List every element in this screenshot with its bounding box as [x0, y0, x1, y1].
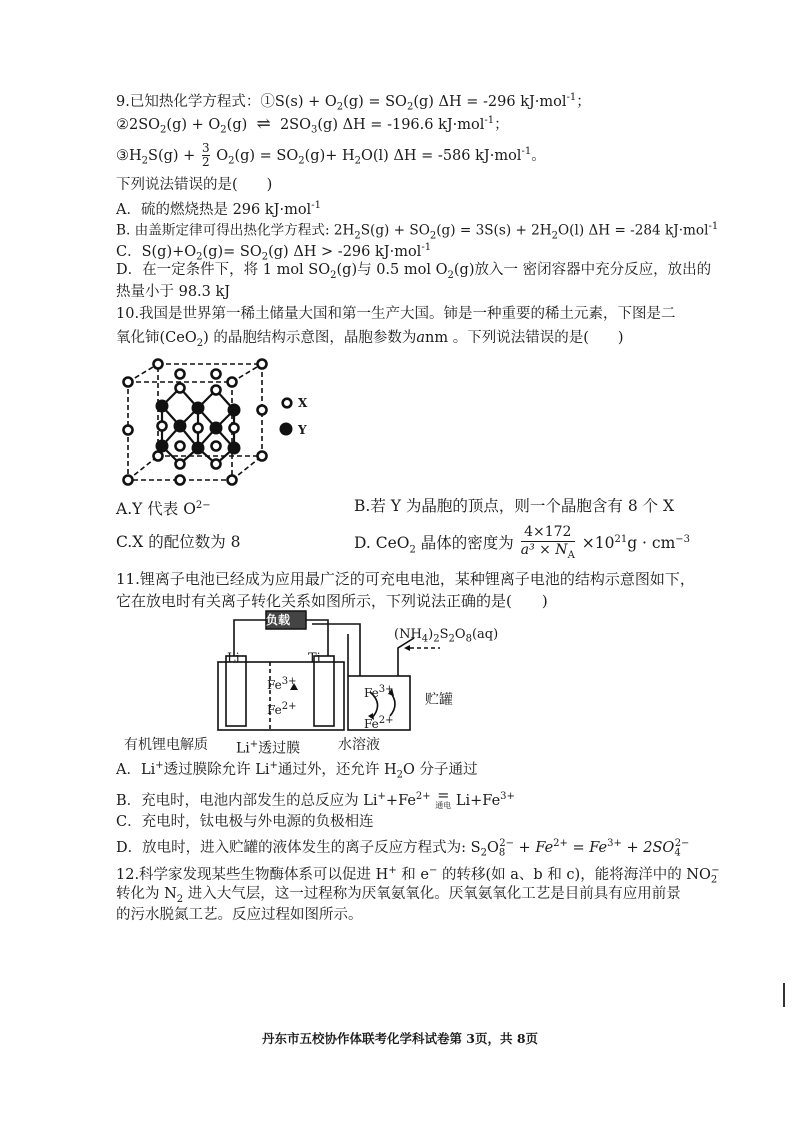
- q9-equation-1: 9.已知热化学方程式：①S(s) + $O_2(g) = SO_2(g) \Delta H = -296$ kJ·mol$^{-1}$；: [116, 92, 591, 113]
- q10-stem-line2: 氧化铈(CeO$_2$) 的晶胞结构示意图，晶胞参数为anm 。下列说法错误的是( ): [116, 330, 624, 349]
- density-fraction: $\frac{4\times 172}{a^3 \times N_A}$: [520, 524, 575, 562]
- fe2-cell-label: $Fe^{2+}$: [267, 701, 297, 717]
- q10-stem-line1: 10.我国是世界第一稀土储量大国和第一生产大国。铈是一种重要的稀土元素，下图是二: [116, 306, 676, 322]
- q12-stem-line3: 的污水脱氮工艺。反应过程如图所示。: [116, 907, 363, 923]
- legend-y-label: Y: [298, 423, 307, 437]
- q10-option-b: B.若 Y 为晶胞的顶点，则一个晶胞含有 8 个 X: [354, 497, 675, 515]
- fe3-tank-label: $Fe^{3+}$: [364, 684, 394, 700]
- q9-option-a: A．硫的燃烧热是 296 kJ·mol$^{-1}$: [116, 200, 321, 218]
- organic-electrolyte-label: 有机锂电解质: [124, 737, 208, 753]
- electrolysis-arrow: = 通电: [435, 787, 452, 810]
- aqueous-solution-label: 水溶液: [338, 737, 380, 753]
- q12-stem-line1: 12.科学家发现某些生物酶体系可以促进 H+ 和 e− 的转移(如 a、b 和 c)，能将海洋中的 $NO_2^-$: [116, 865, 720, 886]
- reagent-label: $(NH_4)_2S_2O_8(aq)$: [394, 627, 499, 645]
- q10-option-c: C.X 的配位数为 8: [116, 533, 241, 551]
- ti-electrode-label: Ti: [308, 651, 321, 666]
- legend-y-icon: [278, 421, 294, 437]
- q11-option-d: D．放电时，进入贮罐的液体发生的离子反应方程式为: $S_2O_8^{2-} + Fe^{2+} = Fe^{3+} + 2SO_4^{2-}$: [116, 838, 690, 859]
- q9-option-b: B. 由盖斯定律可得出热化学方程式: $2H_2S(g) + SO_2(g) = 3S(s) + 2H_2O(l) \Delta H = -284$ kJ·mol$^{-1}$: [116, 221, 719, 242]
- q9-option-c: C．$S(g)+O_2(g)= SO_2(g) \Delta H > -296$ kJ·mol$^{-1}$: [116, 242, 432, 263]
- q11-option-b: B．充电时，电池内部发生的总反应为 $Li^++Fe^{2+}$ = 通电 $Li+Fe^{3+}$: [116, 787, 515, 810]
- q9-stem: 下列说法错误的是( ): [116, 177, 273, 193]
- page-footer: 丹东市五校协作体联考化学科试卷第 3页，共 8页: [261, 1031, 539, 1046]
- legend-x-label: X: [298, 396, 308, 410]
- li-electrode-label: Li: [227, 651, 240, 666]
- fe3-cell-label: $Fe^{3+}$: [267, 676, 297, 692]
- membrane-label: Li+透过膜: [236, 739, 301, 757]
- q11-option-c: C．充电时，钛电极与外电源的负极相连: [116, 814, 374, 830]
- q9-option-d-continued: 热量小于 98.3 kJ: [116, 284, 231, 300]
- scan-edge-mark: [783, 983, 785, 1007]
- q9-equation-3: $③H_2S(g)$ + $\frac{3}{2}$ $O_2(g) = SO_2(g)+ H_2O(l) \Delta H = -586$ kJ·mol$^{-1}$。: [116, 141, 546, 170]
- q10-option-d: D. CeO$_2$ 晶体的密度为 $\frac{4\times 172}{a^3 \times N_A}$ $\times 10^{21}g \cdot cm^{-3}$: [354, 520, 690, 570]
- ceo2-unit-cell-diagram: [122, 358, 272, 488]
- q9-equation-2: $②2SO_2(g) + O_2(g)$ ⇌ $2SO_3(g) \Delta H = -196.6$ kJ·mol$^{-1}$；: [116, 113, 509, 136]
- tank-label: 贮罐: [425, 692, 453, 708]
- load-label: 负载: [266, 613, 291, 627]
- q11-stem-line1: 11.锂离子电池已经成为应用最广泛的可充电电池，某种锂离子电池的结构示意图如下，: [116, 570, 695, 588]
- equilibrium-arrow-icon: ⇌: [256, 113, 271, 134]
- fraction-3-2: $\frac{3}{2}$: [201, 141, 210, 170]
- q10-option-a: A.Y 代表 $O^{2-}$: [116, 500, 211, 519]
- legend-x-icon: [280, 396, 294, 410]
- q12-stem-line2: 转化为 $N_2$ 进入大气层，这一过程称为厌氧氨氧化。厌氧氨氧化工艺是目前具有应用前景: [116, 886, 681, 905]
- fe2-tank-label: $Fe^{2+}$: [364, 715, 394, 731]
- q11-stem-line2: 它在放电时有关离子转化关系如图所示，下列说法正确的是( ): [116, 592, 548, 610]
- q9-option-d: D．在一定条件下，将 1 mol $SO_2(g)$与 0.5 mol $O_2(g)$放入一 密闭容器中充分反应，放出的: [116, 262, 712, 281]
- q11-option-a: A．Li+透过膜除允许 Li+通过外，还允许 $H_2O$ 分子通过: [116, 760, 478, 781]
